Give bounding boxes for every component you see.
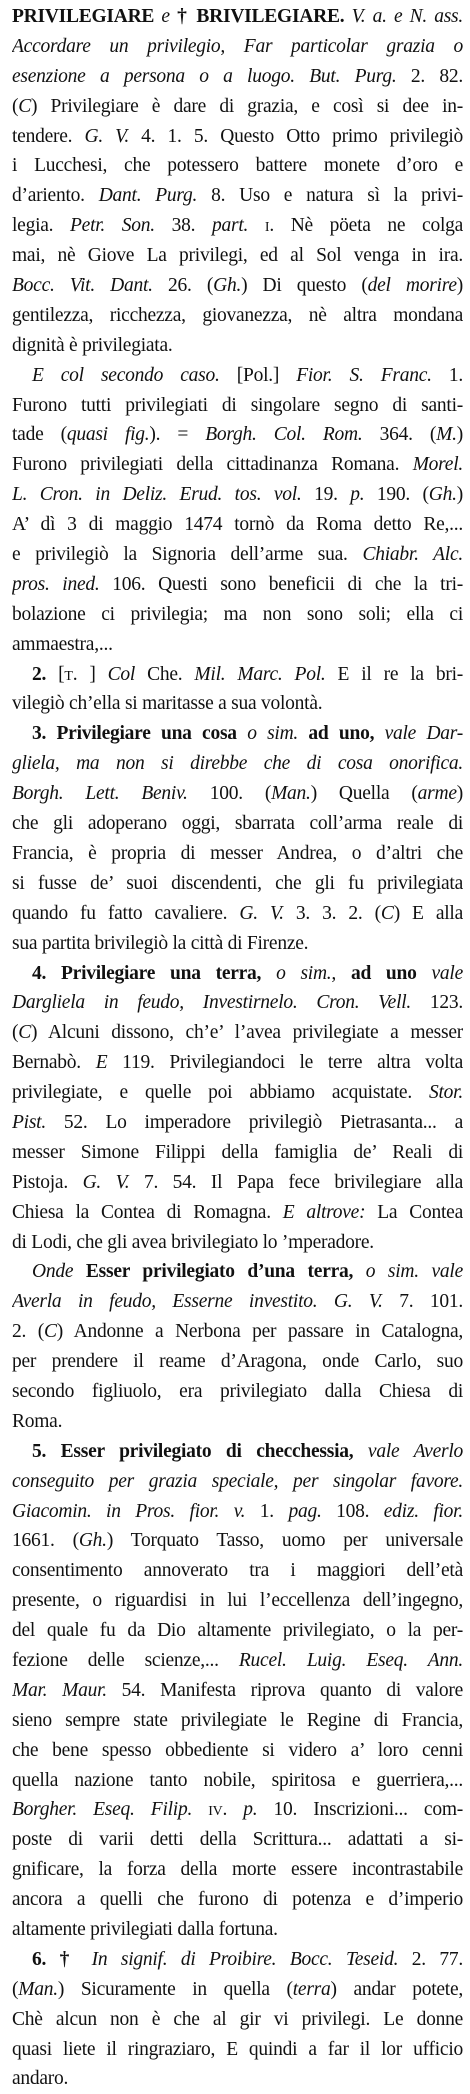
text-line — [12, 1586, 463, 1616]
text-segment: ancora a quelli che furono di potenza e d’imperio — [12, 1889, 463, 1911]
text-segment: 8. Uso e natura sì la privi- — [197, 185, 463, 207]
text-segment: 108. — [321, 1500, 384, 1522]
text-line — [12, 1377, 463, 1407]
italic-segment: G. V. — [84, 125, 129, 147]
text-line — [12, 2005, 463, 2035]
italic-segment: o sim., — [261, 962, 351, 984]
text-line — [12, 450, 463, 480]
text-segment: [Pol.] — [219, 364, 297, 386]
text-segment: ) andar potete, — [330, 1978, 463, 2000]
italic-segment: Mar. Maur. — [12, 1679, 107, 1701]
italic-segment: arme — [417, 783, 457, 805]
text-line — [12, 1257, 463, 1287]
text-line — [12, 1437, 463, 1467]
italic-segment: conseguito per grazia speciale, per singolar favore. — [12, 1470, 463, 1492]
italic-segment: E — [95, 1052, 108, 1074]
text-segment: 7. 101. — [382, 1291, 463, 1313]
text-line — [12, 1526, 463, 1556]
headword-segment: 2. — [32, 663, 47, 685]
text-segment: d’ariento. — [12, 185, 99, 207]
text-segment: per prendere il reame d’Aragona, onde Carlo, suo — [12, 1351, 463, 1373]
text-segment: ) — [456, 275, 463, 297]
italic-segment: esenzione a persona o a luogo. But. Purg. — [12, 65, 397, 87]
italic-segment: E col secondo caso. — [32, 364, 220, 386]
text-segment: poste di varii detti della Scrittura... adattati a si- — [12, 1829, 463, 1851]
text-segment: iv — [208, 1799, 223, 1821]
text-segment: quella nazione tanto nobile, spiritosa e guerriera,... — [12, 1769, 463, 1791]
text-segment: 19. — [301, 484, 351, 506]
italic-segment: part. — [212, 215, 249, 237]
italic-segment: Borgh. Col. Rom. — [205, 424, 363, 446]
italic-segment: Borgher. Eseq. Filip. — [12, 1799, 193, 1821]
italic-segment: terra — [292, 1978, 331, 2000]
text-segment: ( — [12, 1022, 19, 1044]
headword-segment: 5. Esser privilegiato di checchessia, — [32, 1440, 354, 1462]
text-segment: 1. — [245, 1500, 289, 1522]
text-segment: 2. 82. — [396, 65, 463, 87]
italic-segment: Man. — [18, 1978, 58, 2000]
italic-segment: vale Averlo — [353, 1440, 463, 1462]
text-segment: . — [72, 663, 78, 685]
text-line — [12, 660, 463, 690]
text-segment: 1661. ( — [12, 1530, 79, 1552]
text-segment: 364. ( — [362, 424, 437, 446]
italic-segment: vale — [416, 962, 463, 984]
italic-segment: e — [154, 6, 178, 27]
text-segment: 100. ( — [187, 783, 272, 805]
text-line — [12, 2, 463, 32]
text-line — [12, 1795, 463, 1825]
italic-segment: V. a. e N. ass. — [344, 6, 463, 27]
text-line — [12, 480, 463, 510]
text-line — [12, 719, 463, 749]
text-line — [12, 1347, 463, 1377]
italic-segment: Averla in feudo, Esserne investito. G. V. — [12, 1291, 383, 1313]
italic-segment: G. V. — [82, 1171, 130, 1193]
text-segment: i — [264, 215, 270, 237]
italic-segment: Rucel. Luig. Eseq. Ann. — [238, 1649, 463, 1671]
text-segment: ). = — [149, 424, 206, 446]
text-segment — [248, 215, 265, 236]
text-segment: Furono tutti privilegiati di singolare segno di santi- — [12, 394, 463, 416]
text-segment: 190. ( — [364, 484, 429, 506]
italic-segment: del morire — [367, 275, 457, 297]
text-segment: ) Di questo ( — [241, 275, 368, 297]
italic-segment: Gh. — [78, 1530, 107, 1552]
text-segment: 2. ( — [12, 1321, 45, 1343]
italic-segment: Man. — [271, 783, 311, 805]
text-line — [12, 600, 463, 630]
text-line — [12, 1885, 463, 1915]
italic-segment: E altrove: — [282, 1201, 366, 1223]
text-line — [12, 1915, 463, 1945]
text-line — [12, 1975, 463, 2005]
text-segment: andaro. — [12, 2068, 69, 2090]
text-line — [12, 630, 463, 660]
text-segment: La Contea — [365, 1201, 463, 1223]
text-line — [12, 1228, 463, 1258]
text-line — [12, 391, 463, 421]
text-line — [12, 1736, 463, 1766]
text-segment: ) Quella ( — [310, 783, 418, 805]
italic-segment: Mil. Marc. Pol. — [194, 663, 326, 685]
text-segment: i Lucchesi, che potessero battere monete d’oro e — [12, 155, 463, 177]
text-line — [12, 869, 463, 899]
headword-segment: 4. Privilegiare una terra, — [32, 962, 262, 984]
italic-segment: Dant. Purg. — [98, 185, 198, 207]
text-line — [12, 1078, 463, 1108]
italic-segment: p. — [350, 484, 365, 506]
text-line — [12, 809, 463, 839]
text-segment: altamente privilegiati dalla fortuna. — [12, 1919, 278, 1940]
italic-segment: vale Dar- — [374, 723, 463, 745]
italic-segment: Col — [107, 663, 136, 685]
text-line — [12, 1676, 463, 1706]
headword-segment: † BRIVILEGIARE. — [177, 6, 345, 27]
text-line — [12, 181, 463, 211]
text-line — [12, 510, 463, 540]
italic-segment: Morel. — [412, 454, 463, 476]
text-line — [12, 2035, 463, 2065]
headword-segment: 6. † — [32, 1948, 79, 1970]
text-line — [12, 62, 463, 92]
italic-segment: Onde — [32, 1261, 86, 1283]
text-segment: privilegiate, e quelle poi abbiamo acquistate. — [12, 1082, 430, 1104]
text-line — [12, 32, 463, 62]
text-line — [12, 1706, 463, 1736]
italic-segment: G. V. — [239, 902, 284, 924]
headword-segment: ad uno — [350, 962, 417, 984]
text-line — [12, 331, 463, 361]
text-segment: quasi liete il ringraziaro, E quindi a far il lor ufficio — [12, 2038, 463, 2060]
text-line — [12, 779, 463, 809]
text-line — [12, 1108, 463, 1138]
dictionary-entry-privilegiare — [12, 2, 463, 2094]
text-segment: Francia, è propria di messer Andrea, o d’altri che — [12, 842, 463, 864]
italic-segment: C — [380, 902, 394, 924]
italic-segment: Chiabr. Alc. — [362, 544, 463, 566]
text-segment: 52. Lo imperadore privilegiò Pietrasanta... a — [45, 1111, 463, 1133]
text-line — [12, 988, 463, 1018]
text-segment: ) — [456, 484, 463, 506]
text-segment: 106. Questi sono beneficii di che la tri- — [99, 573, 463, 595]
text-segment: ) Torquato Tasso, uomo per universale — [106, 1530, 463, 1552]
italic-segment: Dargliela in feudo, Investirnelo. Cron. Vell. — [12, 992, 412, 1014]
italic-segment: L. Cron. in Deliz. Erud. tos. vol. — [12, 484, 302, 506]
text-line — [12, 1317, 463, 1347]
text-line — [12, 420, 463, 450]
italic-segment: p. — [243, 1799, 258, 1821]
text-segment: 26. ( — [152, 275, 214, 297]
italic-segment: ediz. fior. — [383, 1500, 463, 1522]
text-line — [12, 122, 463, 152]
text-line — [12, 151, 463, 181]
text-line — [12, 301, 463, 331]
italic-segment: Borgh. Lett. Beniv. — [12, 783, 188, 805]
text-segment: ) — [456, 424, 463, 446]
text-segment: . — [222, 1799, 244, 1821]
text-segment: ) — [456, 783, 463, 805]
text-segment: tendere. — [12, 125, 85, 147]
headword-segment: 3. Privilegiare una cosa — [32, 723, 237, 745]
text-line — [12, 241, 463, 271]
text-line — [12, 2064, 463, 2094]
text-segment: E il re la bri- — [325, 663, 463, 685]
text-segment: Furono privilegiati della cittadinanza Romana. — [12, 454, 413, 476]
text-line — [12, 211, 463, 241]
text-segment: Pistoja. — [12, 1171, 83, 1193]
text-segment: A’ dì 3 di maggio 1474 tornò da Roma detto Re,... — [12, 514, 463, 536]
text-segment: t — [64, 663, 73, 685]
text-segment: presente, o riguardisi in lui l’eccellenza dell’ingegno, — [12, 1590, 463, 1612]
text-line — [12, 1048, 463, 1078]
italic-segment: Giacomin. in Pros. fior. v. — [12, 1500, 246, 1522]
text-segment — [192, 1799, 208, 1820]
text-segment: 7. 54. Il Papa fece brivilegiare alla — [129, 1171, 463, 1193]
text-segment: Bernabò. — [12, 1052, 96, 1074]
text-segment: Chè alcun non è che al gir vi privilegi. Le donne — [12, 2008, 463, 2030]
text-line — [12, 1198, 463, 1228]
text-line — [12, 929, 463, 959]
text-segment: ) Sicuramente in quella ( — [57, 1978, 293, 2000]
text-segment: secondo figliuolo, era privilegiato dalla Chiesa di — [12, 1380, 463, 1402]
italic-segment: In signif. di Proibire. Bocc. Teseid. — [78, 1948, 399, 1970]
text-segment: Chiesa la Contea di Romagna. — [12, 1201, 283, 1223]
text-line — [12, 1855, 463, 1885]
italic-segment: Stor. — [429, 1082, 463, 1104]
text-segment: bolazione ci privilegia; ma non sono soli; ella ci — [12, 603, 463, 625]
text-segment: ) Alcuni dissono, ch’e’ l’avea privilegiate a messer — [31, 1022, 463, 1044]
text-segment: ) Andonne a Nerbona per passare in Catalogna, — [56, 1321, 463, 1343]
text-segment: consentimento annoverato tra i maggiori dell’età — [12, 1560, 463, 1582]
text-segment: tade ( — [12, 424, 67, 446]
italic-segment: o sim. vale — [353, 1261, 463, 1283]
text-segment: che bene spesso obbediente si videro a’ loro cenni — [12, 1739, 463, 1761]
italic-segment: gliela, ma non si direbbe che di cosa onorifica. — [12, 753, 463, 775]
text-segment: vilegiò ch’ella si maritasse a sua volontà. — [12, 693, 323, 715]
text-segment: Che. — [135, 663, 195, 685]
text-line — [12, 1556, 463, 1586]
text-line — [12, 1018, 463, 1048]
italic-segment: Gh. — [213, 275, 242, 297]
text-line — [12, 1616, 463, 1646]
text-segment: 1. — [431, 364, 463, 386]
headword-segment: PRIVILEGIARE — [12, 6, 155, 27]
text-line — [12, 92, 463, 122]
text-segment: e privilegiò la Signoria dell’arme sua. — [12, 544, 363, 566]
text-line — [12, 361, 463, 391]
text-line — [12, 749, 463, 779]
text-line — [12, 1287, 463, 1317]
text-segment: Roma. — [12, 1410, 63, 1432]
text-segment: che gli adoperano oggi, sbarrata coll’arma reale di — [12, 813, 463, 835]
text-segment: quando fu fatto cavaliere. — [12, 902, 240, 924]
headword-segment: ad uno, — [308, 723, 375, 745]
text-segment: 119. Privilegiandoci le terre altra volta — [107, 1052, 463, 1074]
text-line — [12, 1168, 463, 1198]
italic-segment: pros. ined. — [12, 573, 100, 595]
text-line — [12, 689, 463, 719]
text-line — [12, 1138, 463, 1168]
text-segment: 10. Inscrizioni... com- — [257, 1799, 463, 1821]
italic-segment: Gh. — [428, 484, 457, 506]
italic-segment: Petr. Son. — [70, 215, 155, 237]
text-segment: 2. 77. — [398, 1948, 463, 1970]
text-segment: 54. Manifesta riprova quanto di valore — [106, 1679, 463, 1701]
text-segment: messer Simone Filippi della famiglia de’ Reali di — [12, 1141, 463, 1163]
text-segment: mai, nè Giove La privilegi, ed al Sol venga in ira. — [12, 245, 463, 267]
text-segment: ammaestra,... — [12, 633, 113, 655]
text-segment: dignità è privilegiata. — [12, 334, 173, 356]
text-segment: gentilezza, ricchezza, giovanezza, nè altra mondana — [12, 304, 463, 326]
text-segment: sieno sempre state privilegiate le Regine di Francia, — [12, 1709, 463, 1731]
text-line — [12, 271, 463, 301]
text-segment: del quale fu da Dio altamente privilegiato, o la per- — [12, 1620, 463, 1642]
text-segment: fezione delle scienze,... — [12, 1649, 239, 1671]
text-line — [12, 959, 463, 989]
text-segment: . Nè pöeta ne colga — [269, 215, 463, 237]
text-line — [12, 1766, 463, 1796]
text-segment: di Lodi, che gli avea brivilegiato lo ’mperadore. — [12, 1231, 374, 1253]
text-line — [12, 1497, 463, 1527]
text-segment: 3. 3. 2. ( — [283, 902, 381, 924]
text-segment: ) Privilegiare è dare di grazia, e così si dee in- — [31, 95, 463, 117]
text-segment: 38. — [154, 215, 213, 237]
headword-segment: Esser privilegiato d’una terra, — [85, 1261, 354, 1283]
text-segment: 4. 1. 5. Questo Otto primo privilegiò — [128, 125, 463, 147]
italic-segment: quasi fig. — [66, 424, 150, 446]
text-line — [12, 570, 463, 600]
italic-segment: Accordare un privilegio, Far particolar grazia o — [12, 35, 463, 57]
italic-segment: M. — [436, 424, 457, 446]
text-line — [12, 839, 463, 869]
italic-segment: C — [18, 1022, 32, 1044]
italic-segment: C — [44, 1321, 57, 1343]
text-line — [12, 1825, 463, 1855]
text-segment: si fusse de’ suoi discendenti, che gli fu privilegiata — [12, 872, 463, 894]
text-segment: legia. — [12, 215, 71, 237]
text-segment: ( — [12, 1978, 19, 2000]
text-segment: ] — [77, 663, 108, 685]
italic-segment: Fior. S. Franc. — [296, 364, 432, 386]
italic-segment: Bocc. Vit. Dant. — [12, 275, 153, 297]
text-line — [12, 1407, 463, 1437]
italic-segment: pag. — [288, 1500, 322, 1522]
text-segment: gnificare, la forza della morte essere incontrastabile — [12, 1859, 463, 1881]
italic-segment: o sim. — [236, 723, 309, 745]
italic-segment: C — [18, 95, 32, 117]
text-line — [12, 899, 463, 929]
text-line — [12, 1945, 463, 1975]
text-line — [12, 1646, 463, 1676]
text-line — [12, 540, 463, 570]
text-segment: ( — [12, 95, 19, 117]
text-segment: ) E alla — [393, 902, 463, 924]
text-segment: 123. — [411, 992, 463, 1014]
text-segment: [ — [46, 663, 65, 685]
italic-segment: Pist. — [12, 1111, 46, 1133]
text-segment: sua partita brivilegiò la città di Firenze. — [12, 932, 309, 954]
